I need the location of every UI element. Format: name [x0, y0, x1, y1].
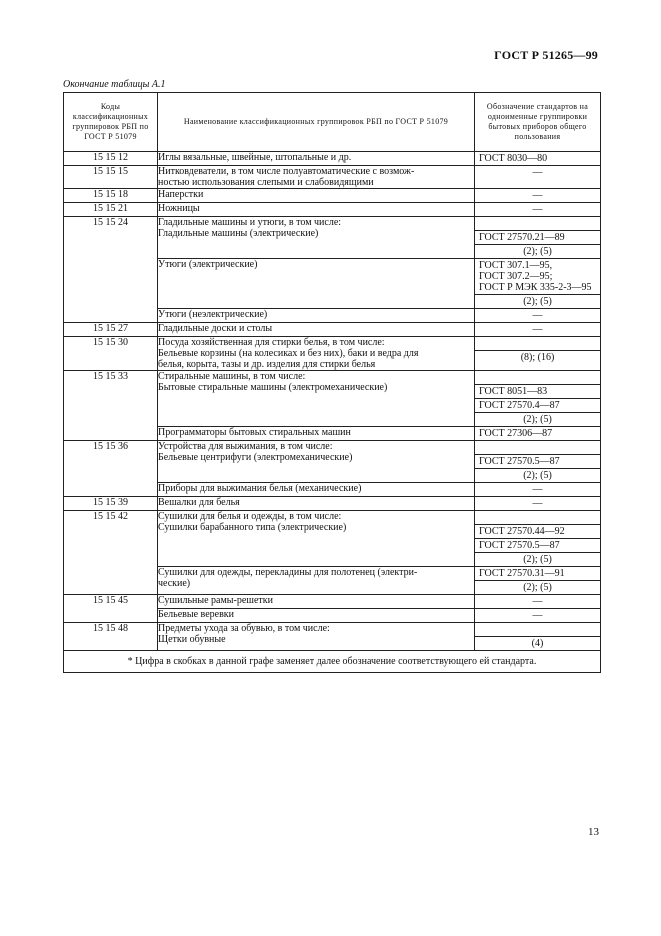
standard-value: —	[532, 190, 543, 201]
classification-code: 15 15 15	[64, 166, 158, 189]
group-name	[158, 441, 475, 483]
group-name	[158, 217, 475, 259]
standard-value: —	[532, 167, 543, 178]
standard-value: —	[532, 596, 543, 607]
group-name	[158, 203, 475, 217]
table-row	[64, 166, 601, 189]
table-row	[64, 595, 601, 609]
standard-value: ГОСТ 307.1—95, ГОСТ 307.2—95; ГОСТ Р МЭК 335-2-3—95	[479, 260, 592, 293]
standard-value: ГОСТ 27570.44—92	[475, 524, 600, 538]
table-row	[64, 337, 601, 371]
column-header-codes: Коды классификационных группировок РБП по ГОСТ Р 51079	[64, 93, 158, 152]
group-name-line: Гладильные доски и столы	[158, 323, 273, 334]
group-name-line: Бельевые веревки	[158, 609, 235, 620]
standard-designation: ГОСТ Р 51265—99	[494, 48, 598, 62]
group-name-line: Бытовые стиральные машины (электромеханические)	[158, 382, 388, 393]
standard-value: (8); (16)	[475, 350, 600, 364]
group-name-line: ческие)	[158, 578, 191, 589]
standard-designation-cell	[475, 595, 601, 609]
standard-designation-cell	[475, 623, 601, 651]
standard-value: ГОСТ 27570.21—89	[475, 230, 600, 244]
standard-designation-cell	[475, 511, 601, 567]
standard-spacer	[475, 337, 600, 350]
group-name-line: Вешалки для белья	[158, 497, 240, 508]
standard-designation-cell	[475, 189, 601, 203]
table-row	[64, 189, 601, 203]
group-name	[158, 609, 475, 623]
classification-code: 15 15 36	[64, 441, 158, 497]
standard-value: —	[532, 610, 543, 621]
group-name	[158, 623, 475, 651]
group-name	[158, 309, 475, 323]
group-name-line: Утюги (неэлектрические)	[158, 309, 268, 320]
group-name-line: Гладильные машины (электрические)	[158, 228, 319, 239]
table-header-row	[64, 93, 601, 152]
standard-designation-cell	[475, 217, 601, 259]
group-name-line: ностью использования слепыми и слабовидящими	[158, 177, 374, 188]
standard-spacer	[475, 623, 600, 636]
standard-value: (2); (5)	[475, 244, 600, 258]
standard-value: ГОСТ 27570.31—91	[479, 568, 565, 579]
group-name-line: Стиральные машины, в том числе:	[158, 371, 306, 382]
table-row	[64, 203, 601, 217]
standard-value: (2); (5)	[475, 580, 600, 594]
standard-value: (2); (5)	[475, 412, 600, 426]
table-row	[64, 217, 601, 259]
group-name-line: Сушилки для белья и одежды, в том числе:	[158, 511, 342, 522]
classification-code: 15 15 18	[64, 189, 158, 203]
standard-designation-cell	[475, 337, 601, 371]
table-row	[64, 497, 601, 511]
standard-designation-cell	[475, 441, 601, 483]
standard-value: (4)	[475, 636, 600, 650]
standard-designation-cell	[475, 483, 601, 497]
standard-designation-cell	[475, 309, 601, 323]
group-name-line: Наперстки	[158, 189, 204, 200]
group-name	[158, 483, 475, 497]
group-name-line: Гладильные машины и утюги, в том числе:	[158, 217, 342, 228]
standard-value: —	[532, 324, 543, 335]
table-row	[64, 511, 601, 567]
group-name	[158, 259, 475, 309]
classification-code: 15 15 30	[64, 337, 158, 371]
standard-designation-cell	[475, 567, 601, 595]
group-name	[158, 166, 475, 189]
table-body	[64, 152, 601, 673]
group-name-line: Ножницы	[158, 203, 200, 214]
classification-code: 15 15 33	[64, 371, 158, 441]
table-caption: Окончание таблицы А.1	[63, 79, 166, 90]
column-header-name: Наименование классификационных группировок РБП по ГОСТ Р 51079	[158, 93, 475, 152]
standard-designation-cell	[475, 323, 601, 337]
table-row	[64, 623, 601, 651]
standard-designation-cell	[475, 166, 601, 189]
classification-code: 15 15 24	[64, 217, 158, 323]
group-name	[158, 511, 475, 567]
classification-code: 15 15 45	[64, 595, 158, 623]
standard-value: (2); (5)	[475, 468, 600, 482]
group-name	[158, 337, 475, 371]
standard-value: ГОСТ 8051—83	[475, 384, 600, 398]
footnote-row	[64, 651, 601, 673]
group-name-line: белья, корыта, тазы и др. изделия для стирки белья	[158, 359, 376, 370]
standard-value: ГОСТ 27570.5—87	[475, 454, 600, 468]
group-name-line: Утюги (электрические)	[158, 259, 258, 270]
standard-spacer	[475, 371, 600, 384]
group-name	[158, 595, 475, 609]
standard-value: ГОСТ 27306—87	[479, 428, 553, 439]
column-header-standards: Обозначение стандартов на одноименные группировки бытовых приборов общего пользования	[475, 93, 601, 152]
standard-value: ГОСТ 27570.4—87	[475, 398, 600, 412]
standard-designation-cell	[475, 203, 601, 217]
standard-value: (2); (5)	[475, 552, 600, 566]
classification-code: 15 15 39	[64, 497, 158, 511]
group-name	[158, 323, 475, 337]
classification-table	[63, 92, 601, 673]
group-name	[158, 427, 475, 441]
group-name	[158, 497, 475, 511]
standard-designation-cell	[475, 427, 601, 441]
standard-value: —	[532, 498, 543, 509]
table-footnote: * Цифра в скобках в данной графе заменяет далее обозначение соответствующего ей стандарта.	[64, 651, 601, 673]
standard-designation-cell	[475, 152, 601, 166]
standard-designation-cell	[475, 497, 601, 511]
standard-spacer	[475, 217, 600, 230]
group-name-line: Иглы вязальные, швейные, штопальные и др.	[158, 152, 352, 163]
standard-designation-cell	[475, 609, 601, 623]
group-name	[158, 371, 475, 427]
standard-value: ГОСТ 8030—80	[479, 153, 548, 164]
standard-value: —	[532, 484, 543, 495]
group-name	[158, 567, 475, 595]
classification-code: 15 15 12	[64, 152, 158, 166]
group-name-line: Сушильные рамы-решетки	[158, 595, 274, 606]
group-name	[158, 152, 475, 166]
classification-code: 15 15 42	[64, 511, 158, 595]
standard-spacer	[475, 511, 600, 524]
group-name-line: Сушилки для одежды, перекладины для полотенец (электри-	[158, 567, 418, 578]
group-name-line: Бельевые центрифуги (электромеханические)	[158, 452, 353, 463]
standard-value: ГОСТ 27570.5—87	[475, 538, 600, 552]
standard-spacer	[475, 441, 600, 454]
group-name-line: Бельевые корзины (на колесиках и без них), баки и ведра для	[158, 348, 419, 359]
table-row	[64, 323, 601, 337]
group-name-line: Устройства для выжимания, в том числе:	[158, 441, 333, 452]
group-name-line: Программаторы бытовых стиральных машин	[158, 427, 351, 438]
group-name-line: Нитковдеватели, в том числе полуавтоматические с возмож-	[158, 166, 415, 177]
group-name-line: Предметы ухода за обувью, в том числе:	[158, 623, 330, 634]
classification-code: 15 15 21	[64, 203, 158, 217]
standard-value: —	[532, 204, 543, 215]
standard-designation-cell	[475, 259, 601, 309]
standard-designation-cell	[475, 371, 601, 427]
classification-code: 15 15 27	[64, 323, 158, 337]
group-name-line: Приборы для выжимания белья (механические)	[158, 483, 362, 494]
table-row	[64, 441, 601, 483]
group-name-line: Щетки обувные	[158, 634, 226, 645]
table-row	[64, 371, 601, 427]
group-name-line: Посуда хозяйственная для стирки белья, в том числе:	[158, 337, 385, 348]
page-number: 13	[588, 826, 599, 838]
group-name	[158, 189, 475, 203]
table-row	[64, 152, 601, 166]
standard-value: —	[532, 310, 543, 321]
standard-value: (2); (5)	[475, 294, 600, 308]
classification-code: 15 15 48	[64, 623, 158, 651]
group-name-line: Сушилки барабанного типа (электрические)	[158, 522, 347, 533]
